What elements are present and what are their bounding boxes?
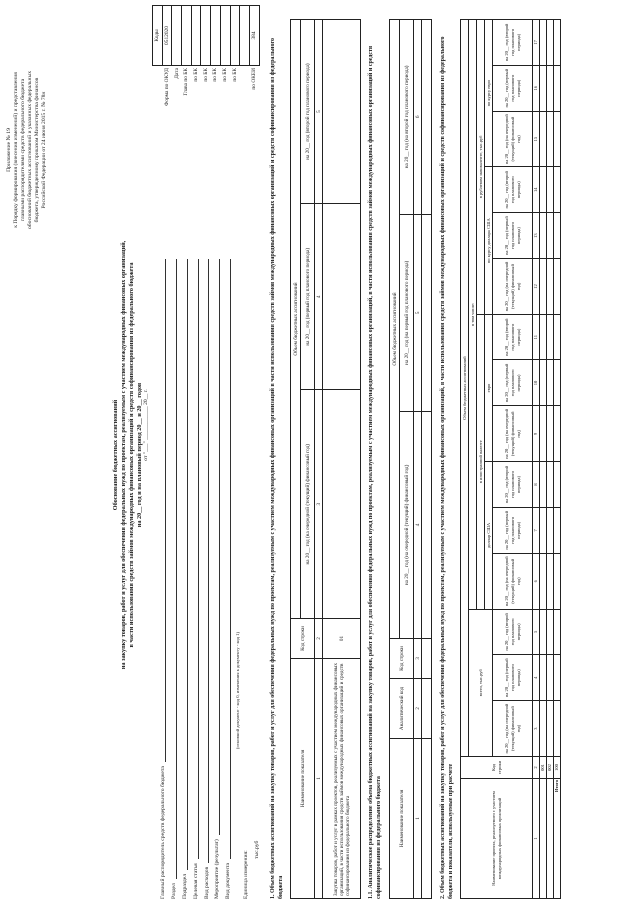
code-value	[211, 6, 221, 66]
col-number: 10	[533, 360, 540, 406]
cell-value[interactable]	[554, 314, 561, 360]
row-code: 100	[554, 757, 561, 779]
title-line: на закупку товаров, работ и услуг для обеспечения федеральных нужд по проектам, реализуемым с участием международных финансовых организаций,	[120, 240, 127, 670]
col-number: 5	[315, 20, 323, 204]
col-header-cur: на 20__ год (на очередной (текущий) финансовый год)	[493, 259, 533, 315]
code-value	[191, 6, 201, 66]
section2-title: 2. Объем бюджетных ассигнований на закупку товаров, работ и услуг для обеспечения федеральных нужд по проектам, реализуемым с участием международных финансовых организаций, в части использования средств займов международных финансовых организаций и средств софинансирования из федерального бюджета и показатели, используемые при расчете	[440, 36, 454, 899]
form-title	[112, 125, 144, 785]
col-number: 14	[533, 167, 540, 213]
col-header-p1: на 20__ год (первый год планового периода)	[493, 360, 533, 406]
cell-value[interactable]	[554, 213, 561, 259]
col-number: 3	[414, 639, 422, 679]
field-label: Целевая статья	[192, 863, 199, 899]
codes-header: Коды	[153, 6, 163, 66]
code-label	[240, 66, 250, 236]
field-label: Вид документа	[225, 863, 232, 899]
col-header-total: всего, тыс.руб	[469, 609, 493, 756]
cell-value[interactable]	[547, 314, 554, 360]
col-number: 2	[414, 679, 422, 739]
cell-value[interactable]	[547, 259, 554, 315]
col-header-cur: на 20__ год (на очередной (текущий) финансовый год)	[493, 701, 533, 757]
col-number: 12	[533, 259, 540, 315]
cell-value[interactable]	[554, 462, 561, 508]
col-number: 1	[533, 779, 540, 899]
cell-value[interactable]	[547, 779, 554, 899]
col-number: 7	[533, 507, 540, 553]
col-number: 4	[533, 655, 540, 701]
cell-value[interactable]	[547, 609, 554, 655]
cell-value[interactable]	[554, 65, 561, 111]
row-code: 001	[540, 757, 547, 779]
appendix-line: бюджета, утвержденному приказом Министерства финансов	[34, 77, 40, 223]
code-label: Дата	[173, 68, 180, 79]
total-label: Итого	[554, 779, 561, 899]
code-value: 384	[249, 6, 259, 66]
code-value	[182, 6, 192, 66]
cell-value[interactable]	[547, 20, 554, 66]
cell-value[interactable]	[540, 111, 547, 167]
header-fields	[158, 259, 263, 899]
section11-table	[389, 19, 432, 899]
code-value	[201, 6, 211, 66]
cell-value[interactable]	[554, 20, 561, 66]
col-header-incl: в том числе:	[469, 20, 477, 610]
col-number: 2	[315, 619, 323, 659]
col-header-p2: на 20__ год (второй год планового периода)	[493, 20, 533, 66]
col-number: 2	[533, 757, 540, 779]
col-number: 4	[315, 204, 323, 390]
cell-value[interactable]	[323, 390, 361, 619]
section1-title: 1. Объем бюджетных ассигнований на закупку товаров, работ и услуг для обеспечения федеральных нужд по проектам, реализуемым с участием международных финансовых организаций в части использования средств займов международных финансовых организаций и средств софинансирования из федерального бюджета	[270, 37, 284, 899]
section1-table	[290, 19, 361, 899]
col-header-y3: на 20__ год (второй год планового периода)	[301, 20, 315, 204]
code-value	[172, 6, 182, 66]
cell-value[interactable]	[540, 553, 547, 609]
col-number: 13	[533, 213, 540, 259]
code-label: по БК	[231, 68, 238, 82]
codes-box	[152, 5, 260, 235]
cell-value[interactable]	[547, 701, 554, 757]
appendix-line: обоснований бюджетных ассигнований и указанных федеральных	[27, 71, 33, 230]
code-label: по БК	[212, 68, 219, 82]
col-number: 6	[414, 20, 422, 215]
field-line[interactable]	[212, 259, 220, 835]
title-line: в части использования средств займов международных финансовых организаций и средств софинансирования из федерального бюджета	[128, 262, 135, 648]
code-label: по БК	[193, 68, 200, 82]
appendix-block	[6, 5, 48, 295]
code-value	[220, 6, 230, 66]
cell-value[interactable]	[422, 411, 432, 638]
cell-value[interactable]	[422, 20, 432, 215]
cell-value[interactable]	[547, 553, 554, 609]
col-number: 15	[533, 111, 540, 167]
code-label: Глава по БК	[183, 68, 190, 96]
cell-value[interactable]	[540, 779, 547, 899]
code-value	[240, 6, 250, 66]
col-header-cur: на 20__ год (на очередной (текущий) финансовый год)	[493, 406, 533, 462]
col-header-y1: на 20__ год (на очередной (текущий) финансовый год)	[400, 411, 414, 638]
doc-type-hint: (основной документ - код 0, изменения к документу - код 1)	[235, 632, 241, 749]
cell-value[interactable]	[554, 507, 561, 553]
appendix-title: Приложение № 19	[6, 128, 12, 172]
cell-value[interactable]	[554, 609, 561, 655]
cell-value[interactable]	[547, 111, 554, 167]
col-number: 6	[533, 553, 540, 609]
col-number: 1	[414, 739, 422, 899]
col-header-rate-eur: по курсу евро	[485, 20, 493, 168]
cell-value[interactable]	[540, 507, 547, 553]
col-header-eur: евро	[485, 314, 493, 461]
col-header-p1: на 20__ год (первый год планового периода)	[493, 507, 533, 553]
col-header-y1: на 20__ год (на очередной (текущий) финансовый год)	[301, 390, 315, 619]
field-line[interactable]	[180, 259, 188, 870]
col-header-p1: на 20__ год (первый год планового периода)	[493, 65, 533, 111]
cell-value[interactable]	[422, 639, 432, 679]
code-value	[230, 6, 240, 66]
cell-value[interactable]	[547, 507, 554, 553]
col-header-analytic: Аналитический код	[390, 679, 414, 739]
col-header-p1: на 20__ год (первый год планового периода)	[493, 213, 533, 259]
col-header-name: Наименование показателя	[390, 739, 414, 899]
field-label: Раздел	[170, 883, 177, 899]
col-header-name: Наименование проекта, реализуемого с участием международных финансовых организаций	[461, 779, 533, 899]
cell-value[interactable]	[547, 655, 554, 701]
col-number: 3	[315, 390, 323, 619]
col-header-p2: на 20__ год (второй год планового периода)	[493, 462, 533, 508]
col-number: 16	[533, 65, 540, 111]
code-label: по ОКЕИ	[251, 68, 258, 90]
col-header-group: Объем бюджетных ассигнований	[461, 20, 469, 757]
col-number: 4	[414, 411, 422, 638]
col-header-usd: доллар США	[485, 462, 493, 609]
field-label: Подраздел	[181, 873, 188, 899]
field-line[interactable]	[202, 259, 210, 863]
field-line[interactable]	[223, 259, 231, 859]
cell-value[interactable]	[540, 20, 547, 66]
cell-value[interactable]	[422, 739, 432, 899]
col-header-y3: на 20__ год (на второй год планового периода)	[400, 20, 414, 215]
field-label: Главный распорядитель средств федерального бюджета	[160, 766, 166, 899]
col-header-cur: на 20__ год (на очередной (текущий) финансовый год)	[493, 111, 533, 167]
field-label: Вид расходов	[203, 866, 210, 899]
col-number: 17	[533, 20, 540, 66]
col-number: 8	[533, 462, 540, 508]
cell-value[interactable]	[540, 701, 547, 757]
col-header-rate-usd: по курсу доллара США	[485, 167, 493, 314]
cell-value[interactable]	[547, 65, 554, 111]
unit-label: тыс.руб	[254, 840, 261, 859]
field-line[interactable]	[158, 259, 166, 762]
cell-value[interactable]	[540, 65, 547, 111]
col-number: 11	[533, 314, 540, 360]
cell-value[interactable]	[554, 701, 561, 757]
code-label: Форма по ОКУД	[164, 68, 171, 106]
cell-value[interactable]	[540, 314, 547, 360]
row-label: Закупка товаров, работ и услуг в рамках проектов, реализуемых с участием международных финансовых организаций, в части использования средств займов международных финансовых организаций и средств софинансирования из федерального бюджета	[323, 659, 361, 899]
col-header-group: Объем бюджетных ассигнований	[390, 20, 400, 639]
cell-value[interactable]	[554, 111, 561, 167]
cell-value[interactable]	[554, 655, 561, 701]
col-header-name: Наименование показателя	[291, 659, 315, 899]
code-label: по БК	[222, 68, 229, 82]
col-header-y2: на 20__ год (первый год планового периода)	[301, 204, 315, 390]
cell-value[interactable]	[554, 553, 561, 609]
col-header-p2: на 20__ год (второй год планового периода)	[493, 167, 533, 213]
appendix-line: Российской Федерации от 24 июня 2015 г. № 78н	[41, 91, 47, 209]
col-header-rub: в рублевом эквиваленте, тыс.руб	[477, 20, 485, 315]
col-header-p2: на 20__ год (второй год планового периода)	[493, 314, 533, 360]
cell-value[interactable]	[540, 609, 547, 655]
cell-value[interactable]	[540, 406, 547, 462]
code-value: 0512020	[162, 6, 172, 66]
col-header-foreign: в иностранной валюте	[477, 314, 485, 609]
cell-value[interactable]	[554, 360, 561, 406]
col-number: 1	[315, 659, 323, 899]
col-number: 3	[533, 701, 540, 757]
date-line: от "___" ____________ 20__ г.	[143, 389, 149, 461]
field-label: Единица измерения:	[243, 850, 250, 899]
field-line[interactable]	[169, 259, 177, 879]
field-line[interactable]	[191, 259, 199, 859]
appendix-line: к Порядку формирования (внесения изменений) и представления	[13, 72, 19, 228]
cell-value[interactable]	[540, 259, 547, 315]
row-code: 01	[323, 619, 361, 659]
cell-value[interactable]	[323, 20, 361, 204]
cell-value[interactable]	[540, 655, 547, 701]
col-header-group: Объем бюджетных ассигнований	[291, 20, 301, 619]
code-label: по БК	[202, 68, 209, 82]
cell-value[interactable]	[554, 259, 561, 315]
col-header-code: Код строки	[461, 757, 533, 779]
row-code: 002	[547, 757, 554, 779]
cell-value[interactable]	[540, 213, 547, 259]
col-number: 5	[533, 609, 540, 655]
title-line: Обоснование бюджетных ассигнований	[112, 399, 119, 511]
appendix-line: главными распорядителями средств федерального бюджета	[20, 78, 26, 222]
cell-value[interactable]	[540, 360, 547, 406]
cell-value[interactable]	[547, 167, 554, 213]
col-number: 5	[414, 214, 422, 411]
cell-value[interactable]	[422, 214, 432, 411]
col-header-y2: на 20__ год (на первый год планового периода)	[400, 214, 414, 411]
col-number: 9	[533, 406, 540, 462]
cell-value[interactable]	[540, 167, 547, 213]
section11-title: 1.1. Аналитическое распределение объема бюджетных ассигнований на закупку товаров, работ и услуг для обеспечения федеральных нужд по проектам, реализуемым с участием международных финансовых организаций, в части использования средств займов международных финансовых организаций и средств софинансирования из федерального бюджета	[368, 45, 382, 899]
col-header-cur: на 20__ год (на очередной (текущий) финансовый год)	[493, 553, 533, 609]
col-header-code: Код строки	[291, 619, 315, 659]
cell-value[interactable]	[547, 406, 554, 462]
cell-value[interactable]	[422, 679, 432, 739]
title-line: на 20__ год и на плановый период 20__ и 20__ годов	[136, 382, 143, 528]
section2-table	[460, 19, 561, 899]
cell-value[interactable]	[547, 360, 554, 406]
cell-value[interactable]	[540, 462, 547, 508]
cell-value[interactable]	[554, 167, 561, 213]
col-header-p2: на 20__ год (второй год планового периода)	[493, 609, 533, 655]
cell-value[interactable]	[547, 462, 554, 508]
cell-value[interactable]	[554, 406, 561, 462]
cell-value[interactable]	[547, 213, 554, 259]
field-label: Мероприятие (результат)	[214, 839, 221, 899]
col-header-p1: на 20__ год (первый год планового периода)	[493, 655, 533, 701]
col-header-code: Код строки	[390, 639, 414, 679]
cell-value[interactable]	[323, 204, 361, 390]
